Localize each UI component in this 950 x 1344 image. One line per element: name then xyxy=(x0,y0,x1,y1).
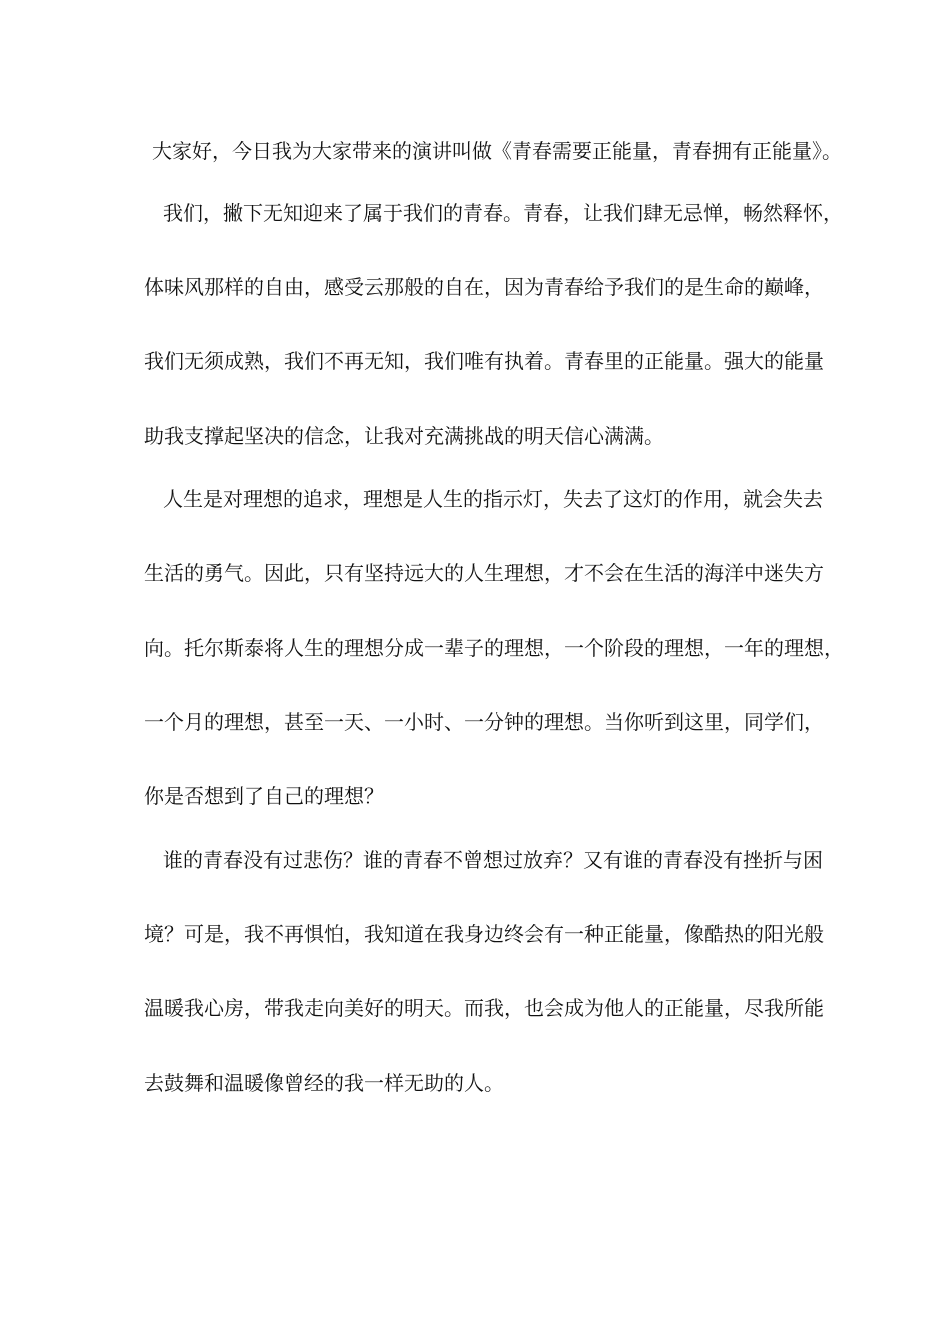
text-line-p3-3: 温暖我心房，带我走向美好的明天。而我，也会成为他人的正能量，尽我所能 xyxy=(144,996,824,1020)
text-line-p1-2: 体味风那样的自由，感受云那般的自在，因为青春给予我们的是生命的巅峰， xyxy=(144,275,824,299)
text-line-p2-3: 向。托尔斯泰将人生的理想分成一辈子的理想，一个阶段的理想，一年的理想， xyxy=(144,636,844,660)
text-line-p3-1: 谁的青春没有过悲伤？谁的青春不曾想过放弃？又有谁的青春没有挫折与困 xyxy=(163,848,823,872)
text-line-p2-4: 一个月的理想，甚至一天、一小时、一分钟的理想。当你听到这里，同学们， xyxy=(144,710,824,734)
text-line-p2-1: 人生是对理想的追求，理想是人生的指示灯，失去了这灯的作用，就会失去 xyxy=(163,487,823,511)
text-line-p1-4: 助我支撑起坚决的信念，让我对充满挑战的明天信心满满。 xyxy=(144,424,664,448)
text-line-intro: 大家好，今日我为大家带来的演讲叫做《青春需要正能量，青春拥有正能量》。 xyxy=(152,139,842,163)
text-line-p2-5: 你是否想到了自己的理想？ xyxy=(144,784,384,808)
text-line-p3-4: 去鼓舞和温暖像曾经的我一样无助的人。 xyxy=(144,1071,504,1095)
text-line-p1-3: 我们无须成熟，我们不再无知，我们唯有执着。青春里的正能量。强大的能量 xyxy=(144,349,824,373)
text-line-p2-2: 生活的勇气。因此，只有坚持远大的人生理想，才不会在生活的海洋中迷失方 xyxy=(144,561,824,585)
text-line-p3-2: 境？可是，我不再惧怕，我知道在我身边终会有一种正能量，像酷热的阳光般 xyxy=(144,922,824,946)
text-line-p1-1: 我们，撇下无知迎来了属于我们的青春。青春，让我们肆无忌惮，畅然释怀， xyxy=(163,201,843,225)
